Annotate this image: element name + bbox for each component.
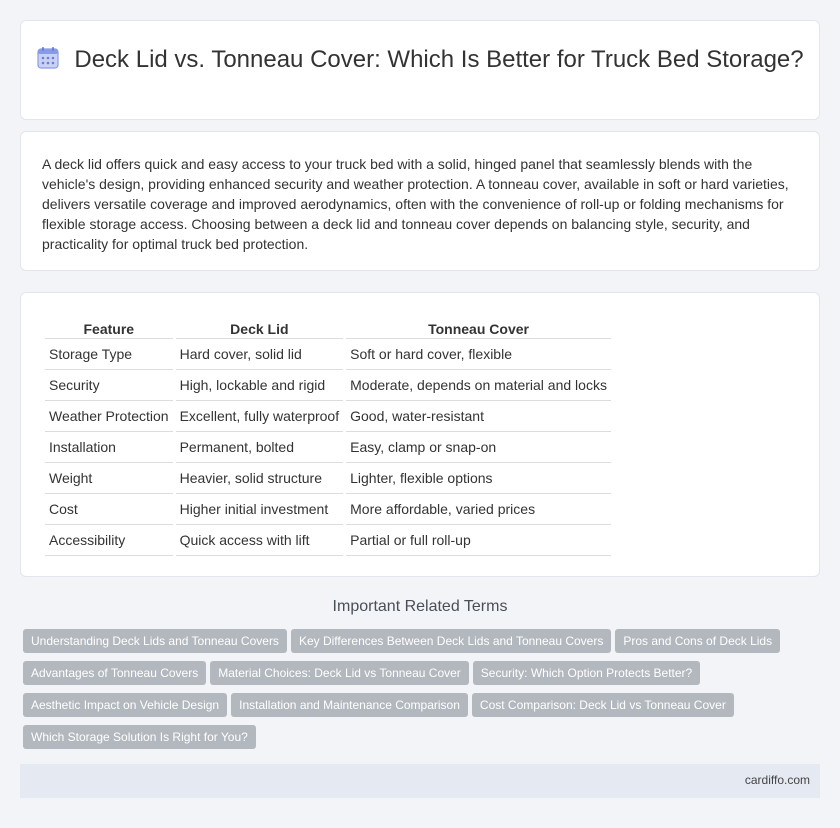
table-cell: More affordable, varied prices — [346, 494, 611, 525]
intro-paragraph: A deck lid offers quick and easy access to your truck bed with a solid, hinged panel that seamlessly blends with the vehicle's design, providing enhanced security and weather protection. A tonneau cover, available in soft or hard varieties, delivers versatile coverage and improved aerodynamics, often with the convenience of roll-up or folding mechanisms for flexible storage access. Choosing between a deck lid and tonneau cover depends on balancing style, security, and practicality for optimal truck bed protection. — [42, 156, 789, 252]
table-row — [45, 401, 611, 432]
comparison-card — [20, 292, 820, 577]
table-cell: Soft or hard cover, flexible — [346, 339, 611, 370]
table-row — [45, 494, 611, 525]
related-term-tag[interactable]: Material Choices: Deck Lid vs Tonneau Cover — [210, 661, 469, 685]
column-header-feature: Feature — [45, 315, 173, 339]
table-cell: Installation — [45, 432, 173, 463]
page-title: Deck Lid vs. Tonneau Cover: Which Is Better for Truck Bed Storage? — [74, 46, 804, 73]
intro-card — [20, 131, 820, 271]
table-row — [45, 370, 611, 401]
table-cell: Weight — [45, 463, 173, 494]
related-terms-list — [23, 629, 823, 757]
table-cell: Partial or full roll-up — [346, 525, 611, 556]
related-term-tag[interactable]: Aesthetic Impact on Vehicle Design — [23, 693, 227, 717]
table-row — [45, 432, 611, 463]
footer — [20, 764, 820, 798]
related-terms-heading: Important Related Terms — [332, 598, 508, 615]
table-row — [45, 339, 611, 370]
table-cell: Accessibility — [45, 525, 173, 556]
table-cell: Excellent, fully waterproof — [176, 401, 344, 432]
table-cell: Moderate, depends on material and locks — [346, 370, 611, 401]
related-term-tag[interactable]: Pros and Cons of Deck Lids — [615, 629, 780, 653]
table-cell: Storage Type — [45, 339, 173, 370]
table-cell: Security — [45, 370, 173, 401]
table-cell: Weather Protection — [45, 401, 173, 432]
comparison-table — [42, 315, 614, 556]
table-cell: Higher initial investment — [176, 494, 344, 525]
footer-site-link[interactable]: cardiffo.com — [744, 773, 810, 787]
table-cell: High, lockable and rigid — [176, 370, 344, 401]
table-cell: Hard cover, solid lid — [176, 339, 344, 370]
related-term-tag[interactable]: Security: Which Option Protects Better? — [473, 661, 700, 685]
table-cell: Cost — [45, 494, 173, 525]
table-cell: Heavier, solid structure — [176, 463, 344, 494]
calendar-icon — [36, 46, 60, 70]
page-title-wrap — [21, 45, 819, 74]
related-term-tag[interactable]: Cost Comparison: Deck Lid vs Tonneau Cover — [472, 693, 734, 717]
table-header-row — [45, 315, 611, 339]
table-row — [45, 463, 611, 494]
column-header-tonneau-cover: Tonneau Cover — [346, 315, 611, 339]
related-term-tag[interactable]: Key Differences Between Deck Lids and Tonneau Covers — [291, 629, 611, 653]
title-card — [20, 20, 820, 120]
table-cell: Lighter, flexible options — [346, 463, 611, 494]
table-cell: Permanent, bolted — [176, 432, 344, 463]
related-term-tag[interactable]: Installation and Maintenance Comparison — [231, 693, 468, 717]
related-term-tag[interactable]: Understanding Deck Lids and Tonneau Covers — [23, 629, 287, 653]
table-row — [45, 525, 611, 556]
table-cell: Quick access with lift — [176, 525, 344, 556]
related-term-tag[interactable]: Advantages of Tonneau Covers — [23, 661, 206, 685]
table-cell: Easy, clamp or snap-on — [346, 432, 611, 463]
table-cell: Good, water-resistant — [346, 401, 611, 432]
related-term-tag[interactable]: Which Storage Solution Is Right for You? — [23, 725, 256, 749]
column-header-deck-lid: Deck Lid — [176, 315, 344, 339]
